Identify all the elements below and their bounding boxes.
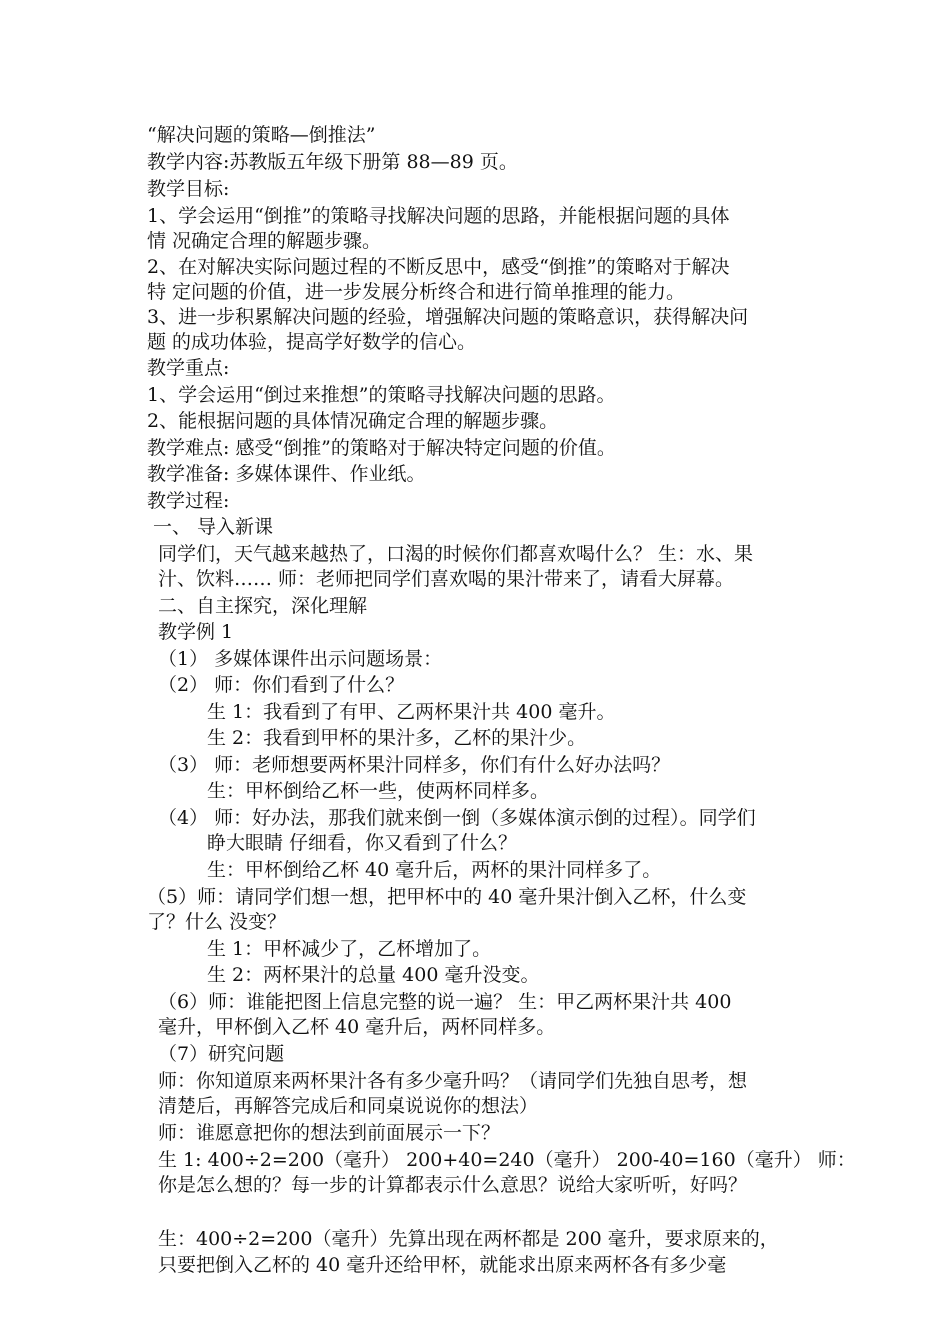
text-line: 生：甲杯倒给乙杯一些，使两杯同样多。 bbox=[207, 780, 550, 802]
text-line: 1、学会运用“倒推”的策略寻找解决问题的思路，并能根据问题的具体 bbox=[147, 205, 730, 227]
text-line: （4） 师：好办法，那我们就来倒一倒（多媒体演示倒的过程）。同学们 bbox=[158, 807, 756, 829]
text-line: 生 1: 400÷2=200（毫升） 200+40=240（毫升） 200-40=160（毫升） 师： bbox=[158, 1149, 856, 1171]
text-line: 汁、饮料…… 师：老师把同学们喜欢喝的果汁带来了，请看大屏幕。 bbox=[158, 568, 735, 590]
text-line: 1、学会运用“倒过来推想”的策略寻找解决问题的思路。 bbox=[147, 384, 616, 406]
text-line: 生 2：我看到甲杯的果汁多，乙杯的果汁少。 bbox=[207, 727, 587, 749]
text-line: 教学内容:苏教版五年级下册第 88—89 页。 bbox=[147, 151, 518, 173]
text-line: （2） 师：你们看到了什么？ bbox=[158, 674, 405, 696]
text-line: 3、进一步积累解决问题的经验，增强解决问题的策略意识，获得解决问 bbox=[147, 306, 749, 328]
text-line: 同学们，天气越来越热了，口渴的时候你们都喜欢喝什么？ 生：水、果 bbox=[158, 543, 754, 565]
text-line: 一、 导入新课 bbox=[153, 516, 274, 538]
section-heading: 教学重点: bbox=[147, 357, 230, 379]
text-line: （7）研究问题 bbox=[158, 1043, 285, 1065]
text-line: 题 的成功体验，提高学好数学的信心。 bbox=[147, 331, 477, 353]
text-line: 教学准备: 多媒体课件、作业纸。 bbox=[147, 463, 426, 485]
text-line: 二、自主探究，深化理解 bbox=[158, 595, 368, 617]
text-line: 师：你知道原来两杯果汁各有多少毫升吗？（请同学们先独自思考，想 bbox=[158, 1070, 748, 1092]
text-line: 师：谁愿意把你的想法到前面展示一下？ bbox=[158, 1122, 501, 1144]
text-line: 只要把倒入乙杯的 40 毫升还给甲杯，就能求出原来两杯各有多少毫 bbox=[158, 1254, 727, 1276]
text-line: 了？什么 没变？ bbox=[147, 911, 287, 933]
text-line: 你是怎么想的？每一步的计算都表示什么意思？说给大家听听，好吗？ bbox=[158, 1174, 748, 1196]
text-line: 2、能根据问题的具体情况确定合理的解题步骤。 bbox=[147, 410, 559, 432]
text-line: 生：甲杯倒给乙杯 40 毫升后，两杯的果汁同样多了。 bbox=[207, 859, 662, 881]
text-line: （5）师：请同学们想一想，把甲杯中的 40 毫升果汁倒入乙杯，什么变 bbox=[147, 886, 747, 908]
text-line: （3） 师：老师想要两杯果汁同样多，你们有什么好办法吗？ bbox=[158, 754, 671, 776]
text-line: （1） 多媒体课件出示问题场景： bbox=[158, 648, 443, 670]
text-line: 特 定问题的价值，进一步发展分析终合和进行简单推理的能力。 bbox=[147, 281, 686, 303]
text-line: 教学难点: 感受“倒推”的策略对于解决特定问题的价值。 bbox=[147, 437, 616, 459]
text-line: 2、在对解决实际问题过程的不断反思中，感受“倒推”的策略对于解决 bbox=[147, 256, 730, 278]
text-line: 睁大眼睛 仔细看，你又看到了什么？ bbox=[207, 832, 518, 854]
text-line: 生 1：甲杯减少了，乙杯增加了。 bbox=[207, 938, 492, 960]
text-line: 生 1：我看到了有甲、乙两杯果汁共 400 毫升。 bbox=[207, 701, 616, 723]
section-heading: 教学目标: bbox=[147, 178, 230, 200]
text-line: 生：400÷2=200（毫升）先算出现在两杯都是 200 毫升，要求原来的， bbox=[158, 1228, 779, 1250]
text-line: （6）师：谁能把图上信息完整的说一遍？ 生：甲乙两杯果汁共 400 bbox=[158, 991, 732, 1013]
doc-title: “解决问题的策略—倒推法” bbox=[147, 124, 376, 146]
text-line: 情 况确定合理的解题步骤。 bbox=[147, 230, 382, 252]
text-line: 清楚后，再解答完成后和同桌说说你的想法） bbox=[158, 1095, 539, 1117]
text-line: 教学例 1 bbox=[158, 621, 234, 643]
text-line: 生 2：两杯果汁的总量 400 毫升没变。 bbox=[207, 964, 540, 986]
text-line: 毫升，甲杯倒入乙杯 40 毫升后，两杯同样多。 bbox=[158, 1016, 556, 1038]
section-heading: 教学过程: bbox=[147, 490, 230, 512]
